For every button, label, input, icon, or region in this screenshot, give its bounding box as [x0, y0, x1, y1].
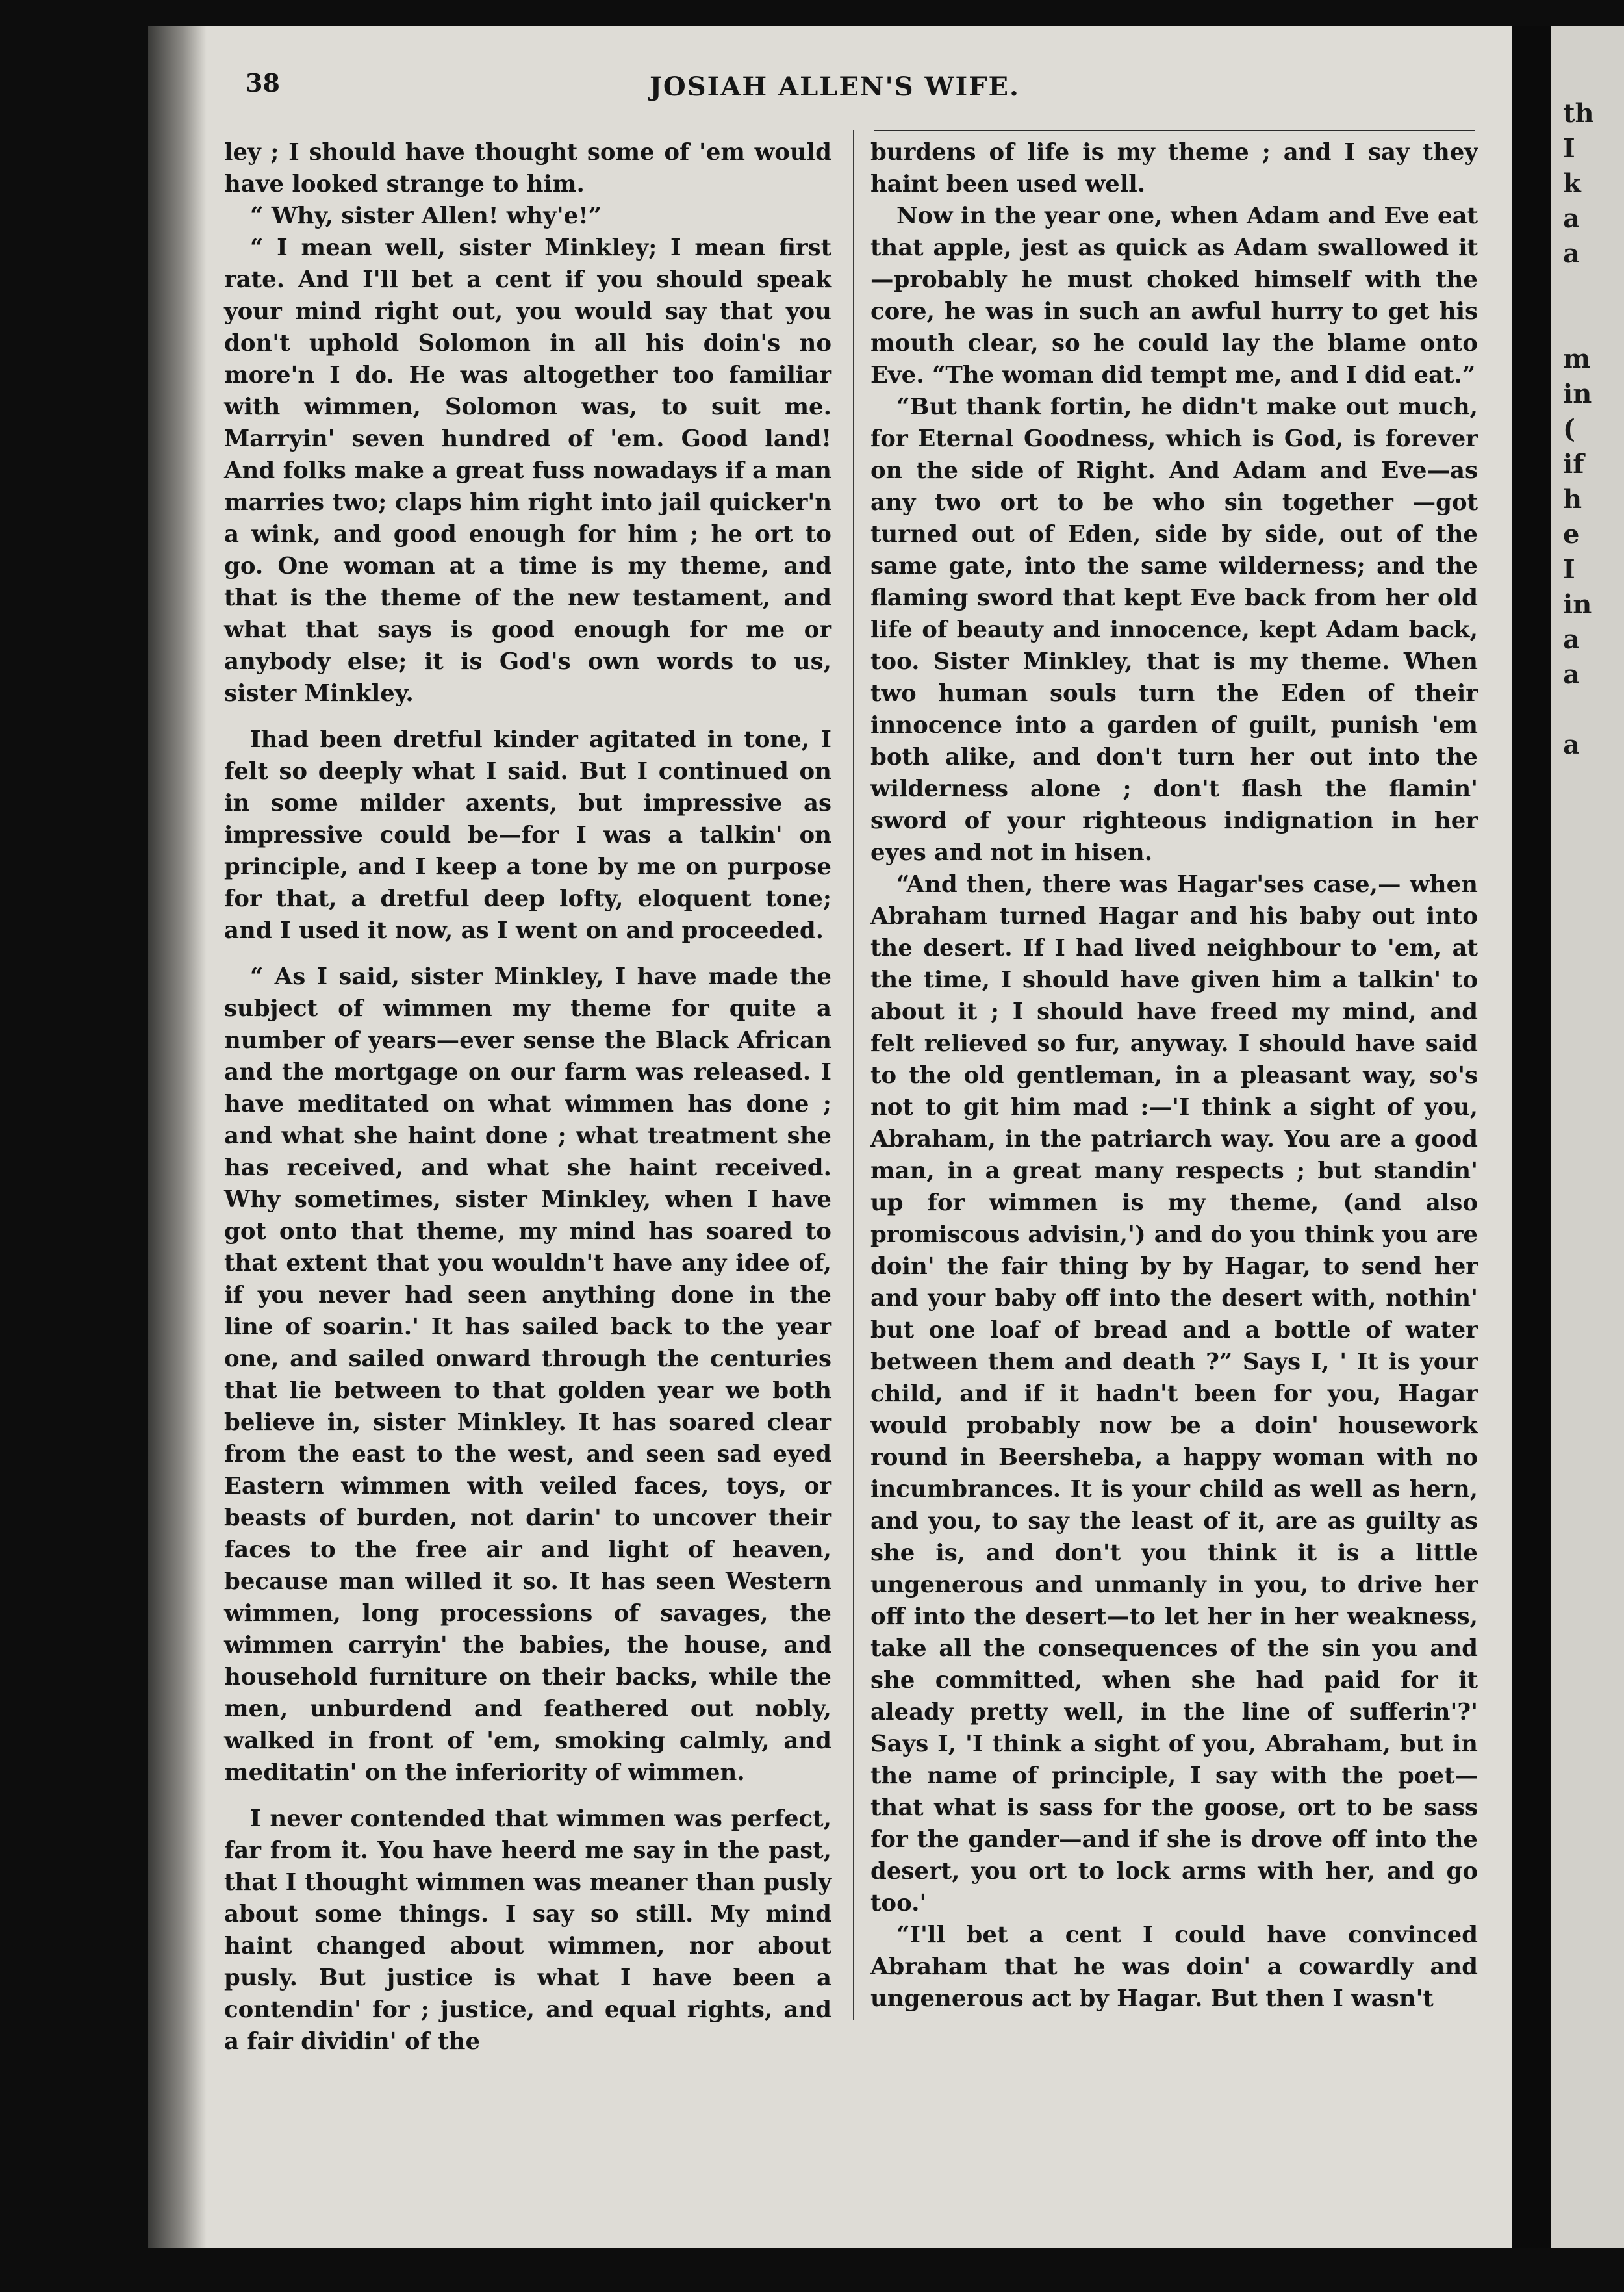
adjacent-page-fragment: if	[1563, 449, 1584, 479]
adjacent-page-fragment	[1551, 1289, 1624, 1324]
paragraph: “But thank fortin, he didn't make out much, for Eternal Goodness, which is God, is forever on the side of Right. And Adam and Eve—as any two ort to be who sin together —got turned out of Eden, side by side, out of the same gate, into the same wilderness; and the flaming sword that kept Eve back from her old life of beauty and innocence, kept Adam back, too. Sister Minkley, that is my theme. When two human souls turn the Eden of their innocence into a garden of guilt, punish 'em both alike, and don't turn her out into the wilderness alone ; don't flash the flamin' sword of your righteous indignation in her eyes and not in hisen.	[870, 394, 1478, 866]
left-column	[224, 136, 831, 2057]
adjacent-page-fragment	[1551, 763, 1624, 798]
page-gutter	[1512, 26, 1551, 2248]
paragraph: burdens of life is my theme ; and I say they haint been used well.	[870, 139, 1478, 197]
adjacent-page-fragment	[1551, 833, 1624, 868]
adjacent-page-fragment: I	[1563, 554, 1575, 585]
adjacent-page-fragment	[1551, 1640, 1624, 1675]
adjacent-page-fragment	[1551, 1114, 1624, 1149]
adjacent-page-fragment	[1551, 2026, 1624, 2061]
adjacent-page-fragment	[1551, 1570, 1624, 1605]
adjacent-page-fragment	[1551, 1955, 1624, 1991]
adjacent-page-fragment: a	[1563, 659, 1580, 690]
adjacent-page-fragment	[1551, 1359, 1624, 1394]
adjacent-page-fragment	[1551, 1324, 1624, 1359]
adjacent-page-fragment	[1551, 1675, 1624, 1710]
page-number: 38	[246, 68, 280, 97]
adjacent-page-fragment: in	[1563, 589, 1592, 620]
adjacent-page-fragment	[1551, 1534, 1624, 1570]
adjacent-page-fragment	[1551, 1184, 1624, 1219]
adjacent-page-fragment: h	[1563, 484, 1582, 515]
adjacent-page-fragment	[1551, 1078, 1624, 1114]
adjacent-page-fragment	[1551, 1780, 1624, 1815]
adjacent-page-fragment	[1551, 1499, 1624, 1534]
adjacent-page-fragment	[1551, 272, 1624, 307]
paragraph: ley ; I should have thought some of 'em would have looked strange to him.	[224, 139, 831, 197]
adjacent-page-fragment	[1551, 938, 1624, 973]
adjacent-page-fragment: th	[1563, 98, 1594, 129]
adjacent-page-edge	[1551, 26, 1624, 2248]
adjacent-page-fragment: I	[1563, 133, 1575, 164]
adjacent-page-fragment: in	[1563, 379, 1592, 409]
adjacent-page-fragment	[1551, 868, 1624, 903]
adjacent-page-fragment	[1551, 1920, 1624, 1955]
adjacent-page-fragment	[1551, 903, 1624, 938]
adjacent-page-fragment	[1551, 61, 1624, 96]
adjacent-page-fragment	[1551, 1219, 1624, 1254]
adjacent-page-fragment: a	[1563, 730, 1580, 760]
adjacent-page-fragment	[1551, 1043, 1624, 1078]
paragraph: “ Why, sister Allen! why'e!”	[250, 203, 602, 229]
adjacent-page-fragment	[1551, 1885, 1624, 1920]
adjacent-page-fragment: e	[1563, 519, 1580, 550]
adjacent-page-fragment	[1551, 798, 1624, 833]
adjacent-page-fragment: a	[1563, 624, 1580, 655]
adjacent-page-fragment	[1551, 1149, 1624, 1184]
paragraph: “ As I said, sister Minkley, I have made the subject of wimmen my theme for quite a number of years—ever sense the Black African and the mortgage on our farm was released. I have meditated on what wimmen has done ; and what she haint done ; what treatment she has received, and what she haint received. Why sometimes, sister Minkley, when I have got onto that theme, my mind has soared to that extent that you wouldn't have any idee of, if you never had seen anything done in the line of soarin.' It has sailed back to the year one, and sailed onward through the centuries that lie between to that golden year we both believe in, sister Minkley. It has soared clear from the east to the west, and seen sad eyed Eastern wimmen with veiled faces, toys, or beasts of burden, not darin' to uncover their faces to the free air and light of heaven, because man willed it so. It has seen Western wimmen, long processions of savages, the wimmen carryin' the babies, the house, and household furniture on their backs, while the men, unburdend and feathered out nobly, walked in front of 'em, smoking calmly, and meditatin' on the inferiority of wimmen.	[224, 963, 831, 1786]
adjacent-page-fragment: a	[1563, 238, 1580, 269]
adjacent-page-fragment	[1551, 1008, 1624, 1043]
adjacent-page-fragment	[1551, 1605, 1624, 1640]
adjacent-page-fragment	[1551, 1850, 1624, 1885]
adjacent-page-fragment	[1551, 1394, 1624, 1429]
adjacent-page-fragment	[1551, 307, 1624, 342]
paragraph: “ I mean well, sister Minkley; I mean first rate. And I'll bet a cent if you should speak your mind right out, you would say that you don't uphold Solomon in all his doin's no more'n I do. He was altogether too familiar with wimmen, Solomon was, to suit me. Marryin' seven hundred of 'em. Good land! And folks make a great fuss nowadays if a man marries two; claps him right into jail quicker'n a wink, and good enough for him ; he ort to go. One woman at a time is my theme, and that is the theme of the new testament, and what that says is good enough for me or anybody else; it is God's own words to us, sister Minkley.	[224, 235, 831, 707]
adjacent-page-fragment: a	[1563, 203, 1580, 234]
adjacent-page-fragment	[1551, 1254, 1624, 1289]
adjacent-page-fragment	[1551, 693, 1624, 728]
adjacent-page-fragment	[1551, 1710, 1624, 1745]
paragraph: Now in the year one, when Adam and Eve eat that apple, jest as quick as Adam swallowed it—probably he must choked himself with the core, he was in such an awful hurry to get his mouth clear, so he could lay the blame onto Eve. “The woman did tempt me, and I did eat.”	[870, 203, 1478, 388]
adjacent-page-fragment	[1551, 1429, 1624, 1464]
paragraph: I never contended that wimmen was perfect, far from it. You have heerd me say in the past, that I thought wimmen was meaner than pusly about some things. I say so still. My mind haint changed about wimmen, nor about pusly. But justice is what I have been a contendin' for ; justice, and equal rights, and a fair dividin' of the	[224, 1805, 831, 2055]
column-divider	[853, 130, 854, 2020]
right-column	[870, 136, 1478, 2015]
paragraph: “I'll bet a cent I could have convinced Abraham that he was doin' a cowardly and ungenerous act by Hagar. But then I wasn't	[870, 1922, 1478, 2012]
running-head: JOSIAH ALLEN'S WIFE.	[650, 71, 1020, 102]
adjacent-page-fragment: m	[1563, 344, 1591, 374]
adjacent-page-fragment	[1551, 26, 1624, 61]
adjacent-page-fragment	[1551, 1991, 1624, 2026]
header-rule	[874, 130, 1475, 131]
adjacent-page-fragment	[1551, 973, 1624, 1008]
adjacent-page-fragment: (	[1563, 414, 1575, 444]
paragraph: “And then, there was Hagar'ses case,— when Abraham turned Hagar and his baby out into the desert. If I had lived neighbour to 'em, at the time, I should have given him a talkin' to about it ; I should have freed my mind, and felt relieved so fur, anyway. I should have said to the old gentleman, in a pleasant way, so's not to git him mad :—'I think a sight of you, Abraham, in the patriarch way. You are a good man, in a great many respects ; but standin' up for wimmen is my theme, (and also promiscous advisin,') and do you think you are doin' the fair thing by by Hagar, to send her and your baby off into the desert with, nothin' but one loaf of bread and a bottle of water between them and death ?” Says I, ' It is your child, and if it hadn't been for you, Hagar would probably now be a doin' housework round in Beersheba, a happy woman with no incumbrances. It is your child as well as hern, and you, to say the least of it, are as guilty as she is, and don't you think it is a little ungenerous and unmanly in you, to drive her off into the desert—to let her in her weakness, take all the consequences of the sin you and she committed, when she had paid for it aleady pretty well, in the line of sufferin'?' Says I, 'I think a sight of you, Abraham, but in the name of principle, I say with the poet—that what is sass for the goose, ort to be sass for the gander—and if she is drove off into the desert, you ort to lock arms with her, and go too.'	[870, 871, 1478, 1916]
paragraph: Ihad been dretful kinder agitated in tone, I felt so deeply what I said. But I continued on in some milder axents, but impressive as impressive could be—for I was a talkin' on principle, and I keep a tone by me on purpose for that, a dretful deep lofty, eloquent tone; and I used it now, as I went on and proceeded.	[224, 726, 831, 944]
adjacent-page-fragment	[1551, 1815, 1624, 1850]
adjacent-page-fragment: k	[1563, 168, 1581, 199]
adjacent-page-fragment	[1551, 1464, 1624, 1499]
binding-shadow	[148, 26, 207, 2248]
adjacent-page-fragment	[1551, 1745, 1624, 1780]
